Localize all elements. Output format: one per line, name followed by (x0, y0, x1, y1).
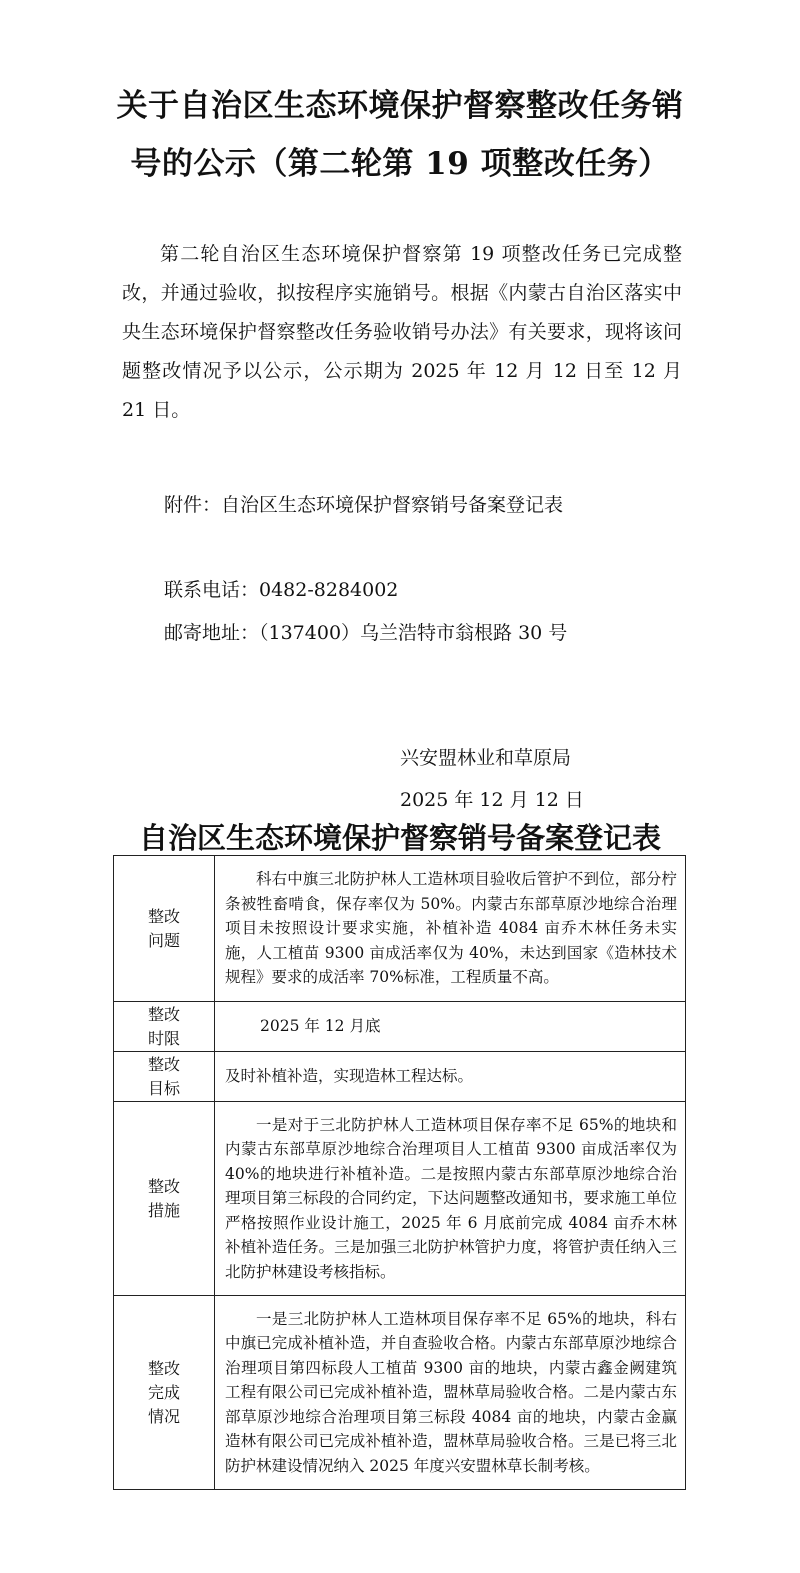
row-label-line: 整改 (147, 1004, 180, 1024)
row-label (114, 856, 215, 1002)
row-label (114, 1002, 215, 1052)
row-label-line: 整改 (147, 906, 180, 926)
attachment-line: 附件：自治区生态环境保护督察销号备案登记表 (164, 494, 564, 516)
row-label-line: 措施 (147, 1200, 180, 1220)
notice-title-line-1: 关于自治区生态环境保护督察整改任务销 (116, 88, 684, 124)
record-table-title: 自治区生态环境保护督察销号备案登记表 (138, 821, 661, 855)
row-label (114, 1296, 215, 1490)
row-label (114, 1052, 215, 1102)
row-label-line: 完成 (147, 1382, 180, 1402)
table-row-deadline (114, 1002, 686, 1052)
notice-title-line-2: 号的公示（第二轮第 19 项整改任务） (130, 146, 670, 182)
issuing-organization: 兴安盟林业和草原局 (400, 747, 572, 769)
mail-address: 邮寄地址：（137400）乌兰浩特市翁根路 30 号 (164, 622, 568, 644)
intro-paragraph: 第二轮自治区生态环境保护督察第 19 项整改任务已完成整改，并通过验收，拟按程序实施销号。根据《内蒙古自治区落实中央生态环境保护督察整改任务验收销号办法》有关要求，现将该问题整改情况予以公示，公示期为 2025 年 12 月 12 日至 12 月 21 日。 (122, 243, 682, 421)
row-label-line: 目标 (147, 1078, 180, 1098)
contact-phone: 联系电话：0482-8284002 (164, 579, 399, 601)
table-row-completion (114, 1296, 686, 1490)
record-table (113, 855, 686, 1490)
table-row-measures (114, 1102, 686, 1296)
row-label-line: 情况 (147, 1406, 180, 1426)
row-content: 一是三北防护林人工造林项目保存率不足 65%的地块，科右中旗已完成补植补造，并自查验收合格。内蒙古东部草原沙地综合治理项目第四标段人工植苗 9300 亩的地块，内蒙古鑫金阙建筑工程有限公司已完成补植补造，盟林草局验收合格。二是内蒙古东部草原沙地综合治理项目第三标段 4084 亩的地块，内蒙古金赢造林有限公司已完成补植补造，盟林草局验收合格。三是已将三北防护林建设情况纳入 2025 年度兴安盟林草长制考核。 (215, 1296, 686, 1490)
row-content: 2025 年 12 月底 (215, 1002, 686, 1052)
row-label-line: 整改 (147, 1358, 180, 1378)
issue-date: 2025 年 12 月 12 日 (400, 789, 584, 811)
row-content: 一是对于三北防护林人工造林项目保存率不足 65%的地块和内蒙古东部草原沙地综合治理项目人工植苗 9300 亩成活率仅为 40%的地块进行补植补造。二是按照内蒙古东部草原沙地综合治理项目第三标段的合同约定，下达问题整改通知书，要求施工单位严格按照作业设计施工，2025 年 6 月底前完成 4084 亩乔木林补植补造任务。三是加强三北防护林管护力度，将管护责任纳入三北防护林建设考核指标。 (215, 1102, 686, 1296)
row-label-line: 问题 (147, 930, 180, 950)
row-label (114, 1102, 215, 1296)
table-row-problem (114, 856, 686, 1002)
row-content: 及时补植补造，实现造林工程达标。 (215, 1052, 686, 1102)
row-label-line: 整改 (147, 1054, 180, 1074)
row-label-line: 整改 (147, 1176, 180, 1196)
row-label-line: 时限 (147, 1028, 180, 1048)
table-row-goal (114, 1052, 686, 1102)
row-content: 科右中旗三北防护林人工造林项目验收后管护不到位，部分柠条被牲畜啃食，保存率仅为 50%。内蒙古东部草原沙地综合治理项目未按照设计要求实施，补植补造 4084 亩乔木林任务未实施，人工植苗 9300 亩成活率仅为 40%，未达到国家《造林技术规程》要求的成活率 70%标准，工程质量不高。 (215, 856, 686, 1002)
